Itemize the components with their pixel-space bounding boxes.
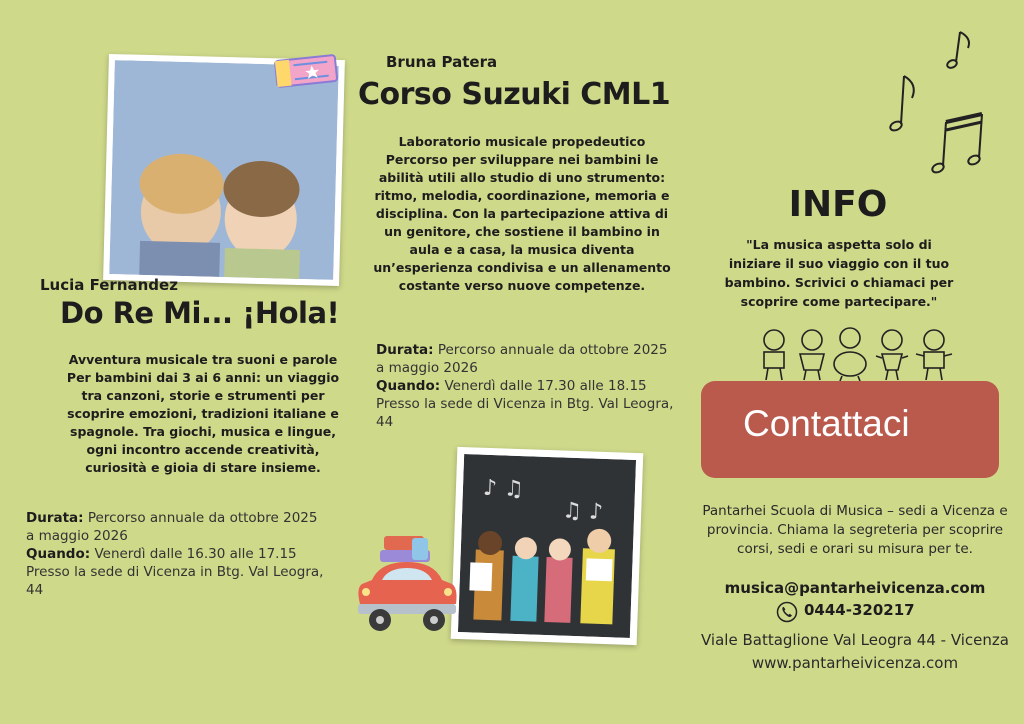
children-music-illustration: [458, 454, 636, 638]
info-quote-line: bambino. Scrivici o chiamaci per: [724, 275, 954, 290]
contact-button-label: Contattaci: [743, 403, 910, 444]
suzuki-desc-line: ritmo, melodia, coordinazione, memoria e: [374, 188, 670, 203]
suzuki-quando-label: Quando:: [376, 378, 441, 394]
doremi-desc-line: curiosità e gioia di stare insieme.: [85, 460, 321, 475]
suzuki-description: [362, 133, 682, 295]
suzuki-title: Corso Suzuki CML1: [358, 77, 671, 112]
phone-icon: [776, 601, 798, 623]
suzuki-details: [376, 341, 686, 431]
suzuki-durata: Percorso annuale da ottobre 2025: [437, 342, 668, 358]
children-whispering-illustration: [109, 60, 339, 280]
address: Viale Battaglione Val Leogra 44 - Vicenza: [701, 631, 1009, 649]
info-quote-line: "La musica aspetta solo di: [746, 237, 932, 252]
doremi-desc-line: tra canzoni, storie e strumenti per: [81, 388, 325, 403]
info-quote: [706, 235, 972, 311]
school-line: Pantarhei Scuola di Musica – sedi a Vicenza e: [702, 503, 1008, 519]
school-line: corsi, sedi e orari su misura per te.: [737, 541, 973, 557]
doremi-quando-label: Quando:: [26, 546, 91, 562]
doremi-durata: Percorso annuale da ottobre 2025: [87, 510, 318, 526]
suzuki-desc-line: un genitore, che sostiene il bambino in: [384, 224, 660, 239]
suzuki-author: Bruna Patera: [386, 53, 498, 71]
doremi-details: [26, 509, 336, 599]
doremi-desc-line: Per bambini dai 3 ai 6 anni: un viaggio: [66, 370, 340, 385]
website-link[interactable]: www.pantarheivicenza.com: [751, 654, 959, 672]
suzuki-sede: Presso la sede di Vicenza in Btg. Val Leogra, 44: [376, 396, 674, 430]
car-with-luggage-icon: [352, 532, 462, 642]
doremi-desc-line: ogni incontro accende creatività,: [86, 442, 320, 457]
svg-text:♫ ♪: ♫ ♪: [561, 498, 604, 525]
doremi-desc-line: Avventura musicale tra suoni e parole: [68, 352, 338, 367]
music-notes-icon: [882, 26, 992, 176]
suzuki-desc-line: costante verso nuove competenze.: [398, 278, 646, 293]
suzuki-desc-line: disciplina. Con la partecipazione attiva di: [375, 206, 669, 221]
contact-button[interactable]: [701, 381, 999, 478]
suzuki-durata-label: Durata:: [376, 342, 434, 358]
doremi-title: Do Re Mi... ¡Hola!: [60, 296, 340, 330]
svg-text:♪ ♫: ♪ ♫: [482, 475, 525, 503]
suzuki-desc-line: Percorso per sviluppare nei bambini le: [385, 152, 659, 167]
suzuki-desc-line: aula e a casa, la musica diventa: [409, 242, 635, 257]
phone-number: 0444-320217: [804, 601, 915, 619]
info-title: INFO: [788, 184, 888, 225]
suzuki-durata-end: a maggio 2026: [376, 360, 478, 376]
school-description: [694, 502, 1016, 559]
ticket-icon: [272, 50, 340, 90]
doremi-author: Lucia Fernandez: [40, 276, 178, 294]
doremi-durata-end: a maggio 2026: [26, 528, 128, 544]
info-quote-line: scoprire come partecipare.": [740, 294, 938, 309]
email-link[interactable]: musica@pantarheivicenza.com: [724, 579, 986, 597]
photo-children-music: [451, 447, 644, 645]
suzuki-desc-line: Laboratorio musicale propedeutico: [398, 134, 646, 149]
doremi-desc-line: scoprire emozioni, tradizioni italiane e: [67, 406, 339, 421]
suzuki-desc-line: abilità utili allo studio di uno strumento:: [378, 170, 666, 185]
suzuki-quando: Venerdì dalle 17.30 alle 18.15: [444, 378, 647, 394]
school-line: provincia. Chiama la segreteria per scoprire: [706, 522, 1004, 538]
info-quote-line: iniziare il suo viaggio con il tuo: [728, 256, 950, 271]
doremi-description: [56, 351, 350, 477]
doremi-durata-label: Durata:: [26, 510, 84, 526]
suzuki-desc-line: un’esperienza condivisa e un allenamento: [373, 260, 671, 275]
doremi-quando: Venerdì dalle 16.30 alle 17.15: [94, 546, 297, 562]
doremi-sede: Presso la sede di Vicenza in Btg. Val Leogra, 44: [26, 564, 324, 598]
doremi-desc-line: spagnole. Tra giochi, musica e lingue,: [70, 424, 336, 439]
kids-playing-instruments-icon: [756, 326, 956, 382]
